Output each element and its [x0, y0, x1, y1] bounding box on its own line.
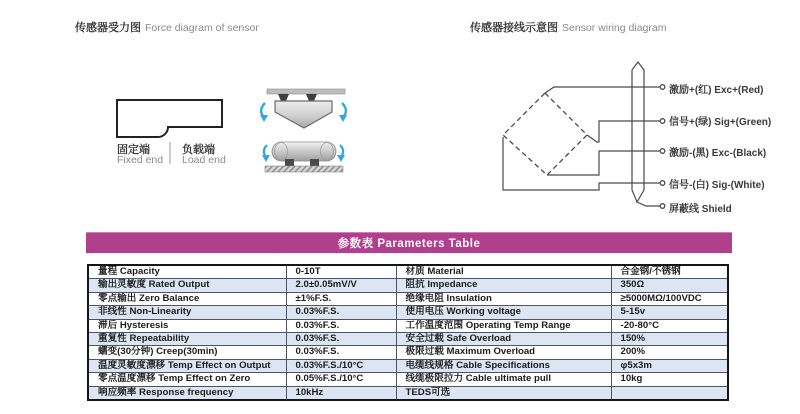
terminal-dot — [660, 85, 665, 90]
param-value-cell: 10kHz — [286, 386, 396, 400]
terminal-dot — [660, 204, 665, 209]
param-value-cell: 合金钢/不锈钢 — [611, 265, 728, 279]
fixed-end-label-en: Fixed end — [117, 154, 164, 166]
param-label-cell: 零点输出 Zero Balance — [88, 292, 286, 305]
hopper-load-illustration — [260, 89, 347, 128]
terminal-dot — [660, 181, 665, 186]
table-row — [88, 386, 728, 400]
param-label-cell: 响应频率 Response frequency — [88, 386, 286, 400]
param-value-cell: 0.05%F.S./10°C — [286, 373, 396, 386]
cable-sheath — [632, 62, 644, 202]
wire-label: 屏蔽线 Shield — [669, 204, 732, 215]
param-value-cell: 0-10T — [286, 265, 396, 279]
param-label-cell: 线缆极限拉力 Cable ultimate pull — [396, 373, 611, 386]
sensor-block-outline — [117, 100, 222, 137]
table-row — [88, 359, 728, 372]
param-label-cell: 量程 Capacity — [88, 265, 286, 279]
param-value-cell: -20-80°C — [611, 319, 728, 332]
parameters-table-banner: 参数表 Parameters Table — [86, 232, 732, 253]
param-value-cell: 0.03%F.S./10°C — [286, 359, 396, 372]
param-value-cell: 150% — [611, 333, 728, 346]
table-row — [88, 265, 728, 279]
force-diagram-title-zh: 传感器受力图 — [75, 22, 141, 34]
wiring-diagram-title-zh: 传感器接线示意图 — [470, 22, 558, 34]
load-end-label-zh: 负载端 — [182, 144, 215, 156]
wiring-diagram-title — [470, 18, 666, 36]
param-label-cell: 重复性 Repeatability — [88, 333, 286, 346]
param-label-cell: 输出灵敏度 Rated Output — [88, 279, 286, 292]
wires — [503, 87, 660, 206]
fixed-end-label-zh: 固定端 — [117, 144, 150, 156]
param-label-cell: TEDS可选 — [396, 386, 611, 400]
wire-label: 信号+(绿) Sig+(Green) — [669, 117, 772, 128]
force-diagram-title-en: Force diagram of sensor — [145, 22, 259, 34]
param-value-cell: 0.03%F.S. — [286, 319, 396, 332]
param-label-cell: 材质 Material — [396, 265, 611, 279]
tank-load-illustration — [262, 142, 345, 172]
param-value-cell: 0.03%F.S. — [286, 346, 396, 359]
param-value-cell: ≥5000MΩ/100VDC — [611, 292, 728, 305]
param-value-cell: 0.03%F.S. — [286, 306, 396, 319]
param-value-cell: 350Ω — [611, 279, 728, 292]
table-row — [88, 346, 728, 359]
param-label-cell: 温度灵敏度漂移 Temp Effect on Output — [88, 359, 286, 372]
wire-label: 信号-(白) Sig-(White) — [669, 180, 765, 191]
terminal-dot — [660, 119, 665, 124]
param-value-cell: ±1%F.S. — [286, 292, 396, 305]
terminal-dots — [660, 85, 665, 209]
table-row — [88, 333, 728, 346]
param-label-cell: 滞后 Hysteresis — [88, 319, 286, 332]
param-label-cell: 绝缘电阻 Insulation — [396, 292, 611, 305]
down-arrow-icon — [339, 103, 347, 122]
param-label-cell: 使用电压 Working voltage — [396, 306, 611, 319]
param-value-cell — [611, 386, 728, 400]
wire-label: 激励+(红) Exc+(Red) — [669, 85, 764, 96]
table-row — [88, 373, 728, 386]
param-value-cell: 5-15v — [611, 306, 728, 319]
param-value-cell: 0.03%F.S. — [286, 333, 396, 346]
parameters-table-body — [88, 265, 728, 400]
param-value-cell: φ5x3m — [611, 359, 728, 372]
table-row — [88, 279, 728, 292]
param-label-cell: 阻抗 Impedance — [396, 279, 611, 292]
hatched-base — [265, 166, 343, 172]
wiring-diagram-figure — [480, 55, 680, 215]
param-value-cell: 200% — [611, 346, 728, 359]
table-row — [88, 292, 728, 305]
table-row — [88, 319, 728, 332]
param-label-cell: 电缆线规格 Cable Specifications — [396, 359, 611, 372]
param-label-cell: 极限过载 Maximum Overload — [396, 346, 611, 359]
param-label-cell: 蠕变(30分钟) Creep(30min) — [88, 346, 286, 359]
param-label-cell: 安全过载 Safe Overload — [396, 333, 611, 346]
wiring-diagram-title-en: Sensor wiring diagram — [562, 22, 667, 34]
param-label-cell: 工作温度范围 Operating Temp Range — [396, 319, 611, 332]
terminal-dot — [660, 149, 665, 154]
wire-label: 激励-(黑) Exc-(Black) — [669, 148, 767, 159]
load-end-label-en: Load end — [182, 154, 226, 166]
down-arrow-icon — [262, 145, 270, 162]
param-value-cell: 10kg — [611, 373, 728, 386]
down-arrow-icon — [260, 103, 268, 122]
force-diagram-title — [75, 18, 259, 36]
parameters-table — [87, 264, 729, 401]
param-label-cell: 零点温度漂移 Temp Effect on Zero — [88, 373, 286, 386]
param-label-cell: 非线性 Non-Linearity — [88, 306, 286, 319]
bridge-diamond — [503, 93, 587, 175]
param-value-cell: 2.0±0.05mV/V — [286, 279, 396, 292]
down-arrow-icon — [337, 145, 345, 162]
table-row — [88, 306, 728, 319]
force-diagram-figure — [75, 85, 355, 190]
